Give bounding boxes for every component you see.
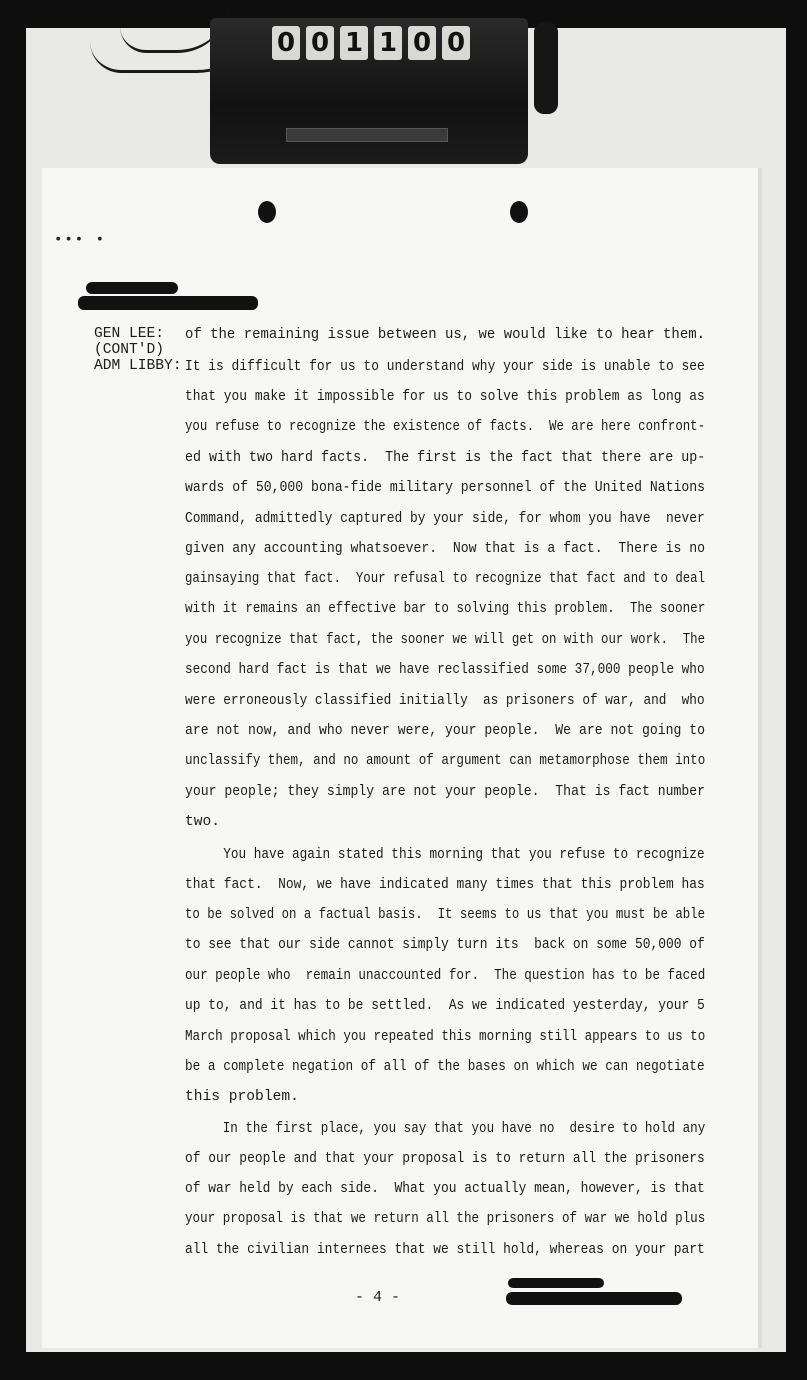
counter-digit: 0	[272, 26, 300, 60]
body-line: unclassify them, and no amount of argument can metamorphose them into	[185, 753, 706, 769]
body-line: two.	[185, 814, 221, 830]
body-line: are not now, and who never were, your people. We are not going to	[185, 723, 706, 739]
body-line: of the remaining issue between us, we would like to hear them.	[185, 327, 705, 343]
redaction-mark	[78, 296, 258, 310]
counter-digits	[272, 26, 470, 60]
body-line: of war held by each side. What you actually mean, however, is that	[185, 1181, 705, 1197]
punch-hole-right	[510, 201, 528, 223]
body-line: wards of 50,000 bona-fide military personnel of the United Nations	[185, 480, 706, 496]
body-line: this problem.	[185, 1089, 299, 1105]
body-line: to be solved on a factual basis. It seems to us that you must be able	[185, 907, 706, 923]
body-line: second hard fact is that we have reclassified some 37,000 people who	[185, 662, 705, 678]
body-line: that you make it impossible for us to solve this problem as long as	[185, 389, 705, 405]
body-line: to see that our side cannot simply turn its back on some 50,000 of	[185, 937, 705, 953]
header-specks: ••• •	[54, 232, 107, 248]
body-line: all the civilian internees that we still hold, whereas on your part	[185, 1242, 705, 1258]
body-line: March proposal which you repeated this morning still appears to us to	[185, 1029, 706, 1045]
body-line: Command, admittedly captured by your side, for whom you have never	[185, 511, 705, 527]
counter-knob	[534, 22, 558, 114]
counter-digit: 0	[408, 26, 436, 60]
body-line: of our people and that your proposal is to return all the prisoners	[185, 1151, 705, 1167]
body-line: given any accounting whatsoever. Now that is a fact. There is no	[185, 541, 706, 557]
body-line: gainsaying that fact. Your refusal to recognize that fact and to deal	[185, 571, 706, 587]
body-line: with it remains an effective bar to solving this problem. The sooner	[185, 601, 706, 617]
counter-digit: 1	[374, 26, 402, 60]
redaction-mark	[506, 1292, 682, 1305]
body-line: you refuse to recognize the existence of facts. We are here confront-	[185, 419, 706, 435]
counter-digit: 0	[442, 26, 470, 60]
redaction-mark	[86, 282, 178, 294]
speaker-adm-libby: ADM LIBBY:	[94, 358, 182, 374]
counter-digit: 0	[306, 26, 334, 60]
frame-counter	[210, 18, 528, 164]
speaker-contd: (CONT'D)	[94, 342, 165, 358]
body-line: ed with two hard facts. The first is the fact that there are up-	[185, 450, 706, 466]
body-line: our people who remain unaccounted for. The question has to be faced	[185, 968, 706, 984]
body-line: You have again stated this morning that you refuse to recognize	[185, 847, 705, 863]
body-line: were erroneously classified initially as prisoners of war, and who	[185, 693, 705, 709]
counter-digit: 1	[340, 26, 368, 60]
body-line: that fact. Now, we have indicated many times that this problem has	[185, 877, 705, 893]
counter-plate	[286, 128, 448, 142]
body-line: your proposal is that we return all the prisoners of war we hold plus	[185, 1211, 706, 1227]
body-line: It is difficult for us to understand why your side is unable to see	[185, 359, 705, 375]
page-number: - 4 -	[355, 1289, 401, 1306]
body-line: In the first place, you say that you have no desire to hold any	[185, 1121, 706, 1137]
speaker-gen-lee: GEN LEE:	[94, 326, 165, 342]
body-line: be a complete negation of all of the bases on which we can negotiate	[185, 1059, 705, 1075]
body-line: your people; they simply are not your people. That is fact number	[185, 784, 706, 800]
body-line: up to, and it has to be settled. As we indicated yesterday, your 5	[185, 998, 705, 1014]
redaction-mark	[508, 1278, 604, 1288]
body-line: you recognize that fact, the sooner we will get on with our work. The	[185, 632, 706, 648]
punch-hole-left	[258, 201, 276, 223]
